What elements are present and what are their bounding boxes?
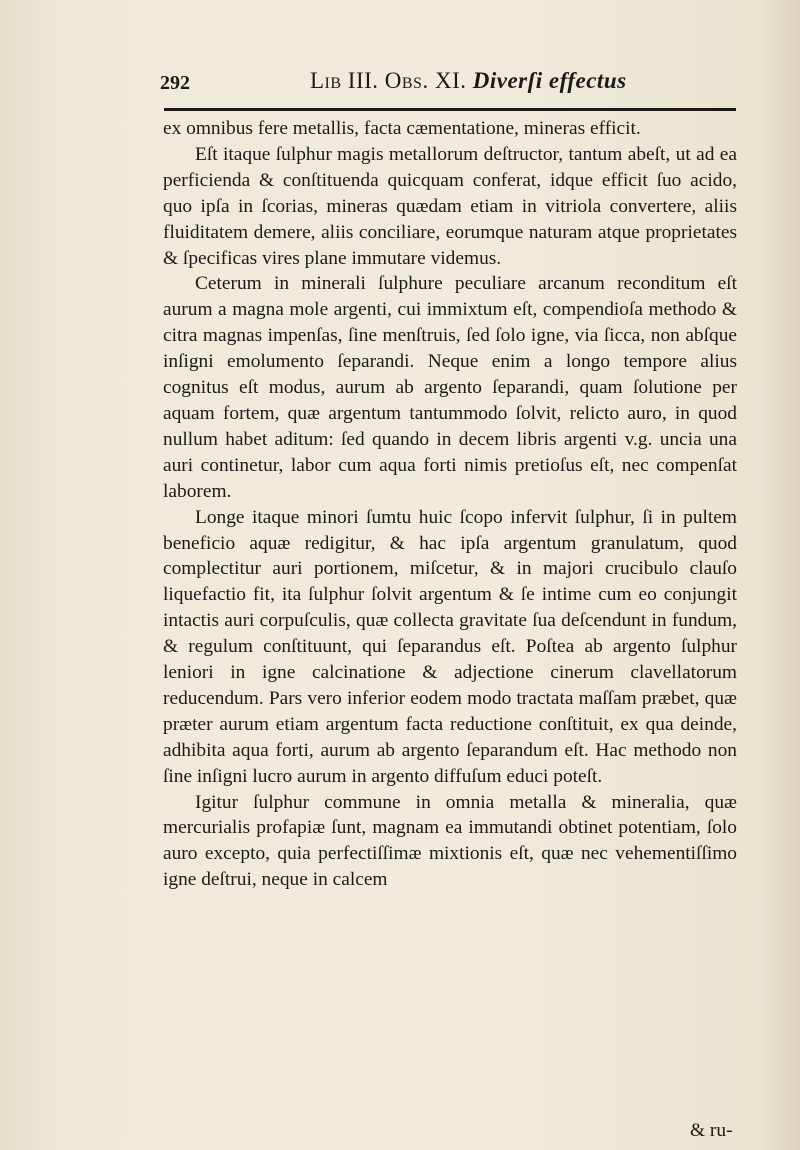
paragraph: Igitur ſulphur commune in omnia metalla & mineralia, quæ mercurialis profapiæ ſunt, magnam ea immutandi obtinet potentiam, ſolo auro excepto, quia perfectiſſimæ mixtionis eſt, quæ nec vehementiſſimo igne deſtrui, neque in calcem: [163, 791, 737, 891]
header-rule: [164, 108, 736, 111]
paragraph: ex omnibus fere metallis, facta cæmentatione, mineras efficit.: [163, 118, 641, 139]
catchword: & ru-: [690, 1120, 733, 1141]
body-text: [163, 116, 737, 893]
paragraph: Longe itaque minori ſumtu huic ſcopo infervit ſulphur, ſi in pultem beneficio aquæ redigitur, & hac ipſa argentum granulatum, quod complectitur auri portionem, miſcetur, & in majori crucibulo clauſo liquefactio fit, ita ſulphur ſolvit argentum & ſe intime cum eo conjungit intactis auri corpuſculis, quæ collecta gravitate ſua deſcendunt in fundum, & regulum conſtituunt, qui ſeparandus eſt. Poſtea ab argento ſulphur leniori in igne calcinatione & adjectione cinerum clavellatorum reducendum. Pars vero inferior eodem modo tractata maſſam præbet, quæ præter aurum etiam argentum facta reductione conſtituit, ex qua deinde, adhibita aqua forti, aurum ab argento ſeparandum eſt. Hac methodo non ſine inſigni lucro aurum in argento diffuſum educi poteſt.: [163, 506, 737, 787]
running-head-title: Diverſi effectus: [472, 68, 627, 93]
page-header: [160, 66, 740, 102]
paragraph: Ceterum in minerali ſulphure peculiare arcanum reconditum eſt aurum a magna mole argenti, cui immixtum eſt, compendioſa methodo & citra magnas impenſas, ſine menſtruis, ſed ſolo igne, via ſicca, non abſque inſigni emolumento ſeparandi. Neque enim a longo tempore alius cognitus eſt modus, aurum ab argento ſeparandi, quam ſolutione per aquam fortem, quæ argentum tantummodo ſolvit, relicto auro, in quod nullum habet aditum: ſed quando in decem libris argenti v.g. uncia una auri continetur, labor cum aqua forti nimis pretioſus eſt, nec compenſat laborem.: [163, 273, 737, 502]
page-edge-shadow: [760, 0, 800, 1150]
running-head-book: Lib III. Obs. XI.: [310, 68, 467, 93]
paragraph: Eſt itaque ſulphur magis metallorum deſtructor, tantum abeſt, ut ad ea perficienda & conſtituenda quicquam conferat, idque efficit ſuo acido, quo ipſa in ſcorias, mineras quædam etiam in vitriola convertere, aliis fluiditatem demere, aliis conciliare, eorumque naturam atque proprietates & ſpecificas vires plane immutare videmus.: [163, 143, 737, 269]
page-number: 292: [160, 72, 190, 94]
running-head: [310, 68, 627, 94]
